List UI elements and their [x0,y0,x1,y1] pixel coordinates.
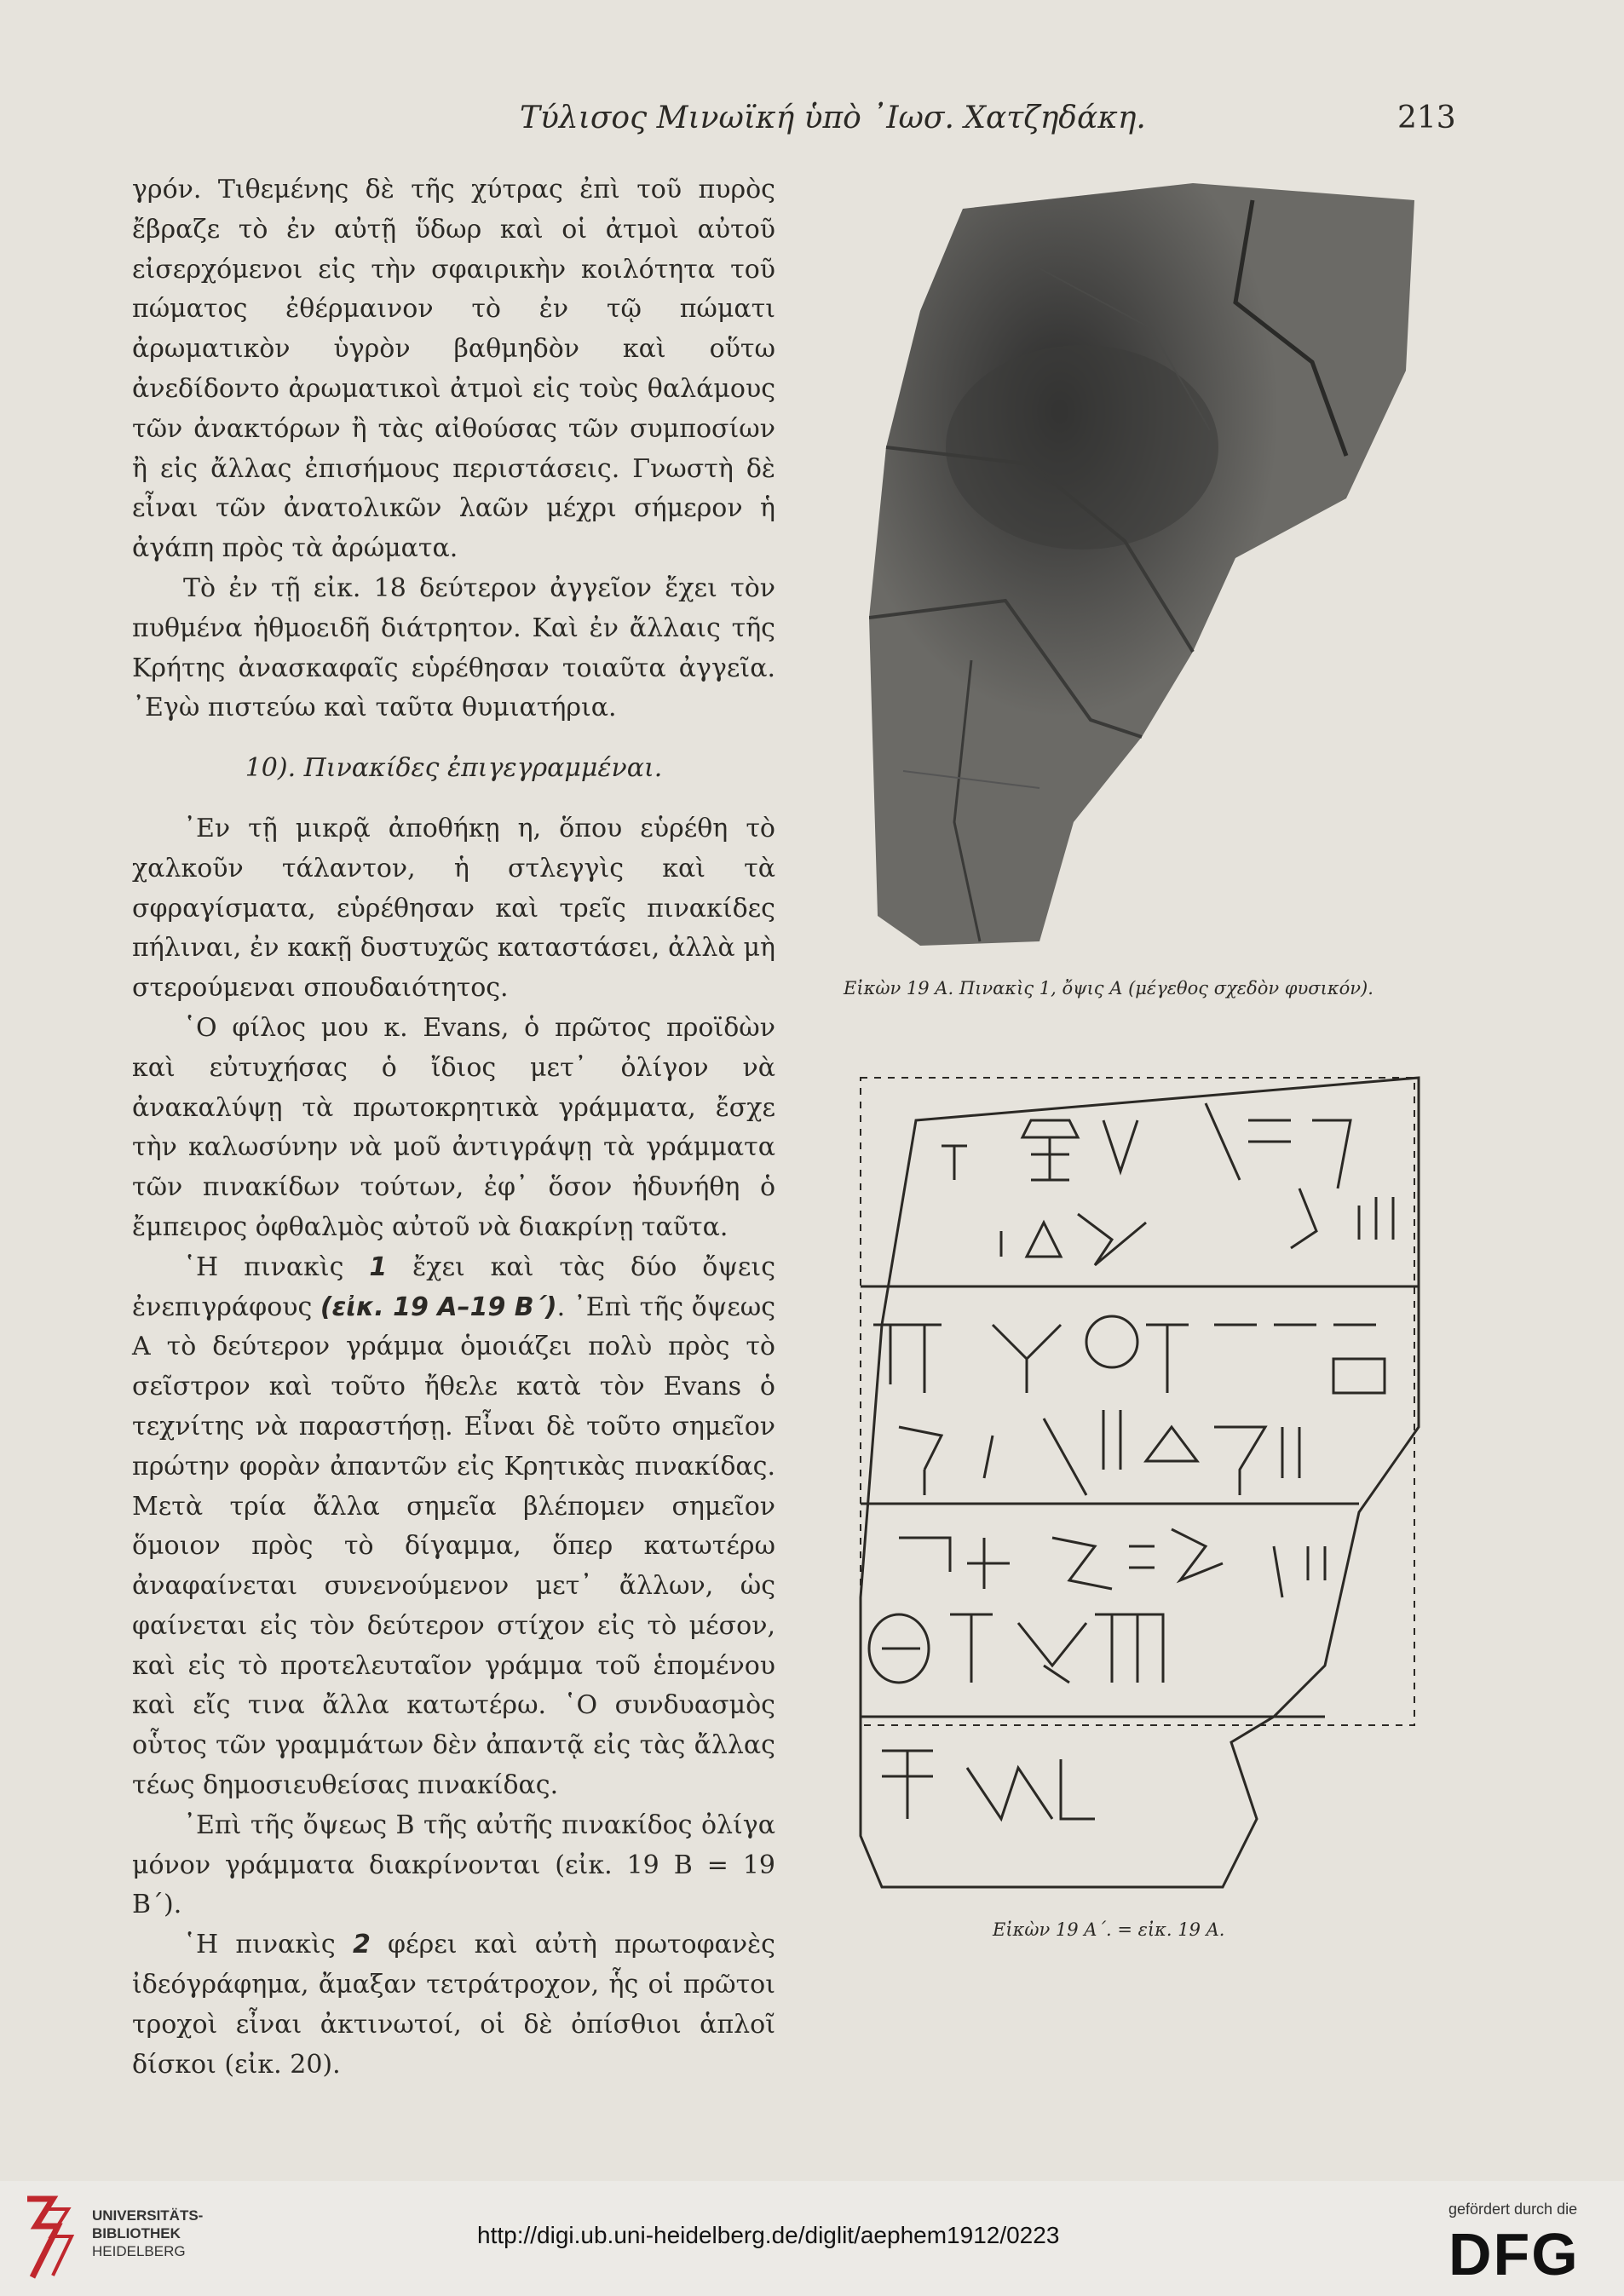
section-heading: 10). Πινακίδες ἐπιγεγραμμέναι. [245,753,663,784]
figure-caption-19a-prime: Εἰκὼν 19 Α΄. = εἰκ. 19 Α. [993,1919,1225,1940]
p7-text-b: φέρει καὶ αὐτὴ πρωτοφανὲς ἰδεόγράφημα, ἄμαξαν τετράτροχον, ἧς οἱ πρῶτοι τροχοὶ εἶναι ἀκτινωτοί, οἱ δὲ ὀπίσθιοι ἁπλοῖ δίσκοι (εἰκ. 20). [132,1930,775,2080]
library-name-line-3: HEIDELBERG [92,2243,186,2259]
paragraph-3: ᾿Εν τῇ μικρᾷ ἀποθήκῃ η, ὅπου εὑρέθη τὸ χαλκοῦν τάλαντον, ἡ στλεγγὶς καὶ τὰ σφραγίσματα, εὑρέθησαν καὶ τρεῖς πινακίδες πήλιναι, ἐν κακῇ δυστυχῶς καταστάσει, ἀλλὰ μὴ στερούμεναι σπουδαιότητος. [132,813,775,1004]
tablet-number-1: 1 [369,1252,388,1282]
permalink-url[interactable]: http://digi.ub.uni-heidelberg.de/diglit/aephem1912/0223 [477,2222,1060,2248]
paragraph-6: ᾿Επὶ τῆς ὄψεως Β τῆς αὐτῆς πινακίδος ὀλίγα μόνον γράμματα διακρίνονται (εἰκ. 19 Β = 19 Β΄). [132,1810,775,1920]
library-name-line-1: UNIVERSITÄTS- [92,2207,204,2224]
figure-caption-19a: Εἰκὼν 19 Α. Πινακὶς 1, ὄψις Α (μέγεθος σχεδὸν φυσικόν). [844,978,1373,998]
tablet-photograph [869,175,1421,950]
p5-text-a: ῾Η πινακὶς [183,1252,370,1282]
library-name-line-2: BIBLIOTHEK [92,2225,181,2241]
paragraph-4: ῾Ο φίλος μου κ. Evans, ὁ πρῶτος προϊδὼν καὶ εὐτυχήσας ὁ ἴδιος μετ᾿ ὀλίγον νὰ ἀνακαλύψῃ τὰ πρωτοκρητικὰ γράμματα, ἔσχε τὴν καλωσύνην νὰ μοῦ ἀντιγράψῃ τὰ γράμματα τῶν πινακίδων τούτων, ἐφ᾿ ὅσον ἠδυνήθη ὁ ἔμπειρος ὀφθαλμὸς αὐτοῦ νὰ διακρίνῃ ταῦτα. [132,1012,775,1242]
page-number: 213 [1397,101,1456,135]
figure-reference: (εἰκ. 19 Α–19 Β΄) [320,1292,557,1322]
running-title: Τύλισος Μινωϊκή ὑπὸ ᾿Ιωσ. Χατζηδάκη. [520,101,1146,135]
tablet-number-2: 2 [352,1930,371,1960]
text-column [132,170,775,2085]
dfg-logo: DFG [1448,2221,1580,2287]
paragraph-2: Τὸ ἐν τῇ εἰκ. 18 δεύτερον ἀγγεῖον ἔχει τὸν πυθμένα ἠθμοειδῆ διάτρητον. Καὶ ἐν ἄλλαις τῆς Κρήτης ἀνασκαφαῖς εὑρέθησαν τοιαῦτα ἀγγεῖα. ᾿Εγὼ πιστεύω καὶ ταῦτα θυμιατήρια. [132,573,775,723]
funder-text: gefördert durch die [1448,2201,1578,2218]
p5-text-b: ἔχει καὶ τὰς δύο ὄψεις ἐνεπιγράφους [132,1252,775,1322]
tablet-drawing [848,1069,1427,1896]
paragraph-7 [132,1925,775,2085]
paragraph-1: γρόν. Τιθεμένης δὲ τῆς χύτρας ἐπὶ τοῦ πυρὸς ἔβραζε τὸ ἐν αὐτῇ ὕδωρ καὶ οἱ ἀτμοὶ αὐτοῦ εἰσερχόμενοι εἰς τὴν σφαιρικὴν κοιλότητα τοῦ πώματος ἐθέρμαινον τὸ ἐν τῷ πώματι ἀρωματικὸν ὑγρὸν βαθμηδὸν καὶ οὕτω ἀνεδίδοντο ἀρωματικοὶ ἀτμοὶ εἰς τοὺς θαλάμους τῶν ἀνακτόρων ἢ τὰς αἰθούσας τῶν συμποσίων ἢ εἰς ἄλλας ἐπισήμους περιστάσεις. Γνωστὴ δὲ εἶναι τῶν ἀνατολικῶν λαῶν μέχρι σήμερον ἡ ἀγάπη πρὸς τὰ ἀρώματα. [132,175,775,564]
library-logo-icon [19,2192,77,2284]
paragraph-5 [132,1248,775,1806]
p5-text-c: . ᾿Επὶ τῆς ὄψεως Α τὸ δεύτερον γράμμα ὁμοιάζει πολὺ πρὸς τὸ σεῖστρον καὶ τοῦτο ἤθελε κατὰ τὸν Evans ὁ τεχνίτης νὰ παραστήσῃ. Εἶναι δὲ τοῦτο σημεῖον πρώτην φορὰν ἀπαντῶν εἰς Κρητικὰς πινακίδας. Μετὰ τρία ἄλλα σημεῖα βλέπομεν σημεῖον ὅμοιον πρὸς τὸ δίγαμμα, ὅπερ κατωτέρω ἀναφαίνεται συνενούμενον μετ᾿ ἄλλων, ὡς φαίνεται εἰς τὸν δεύτερον στίχον εἰς τὸ μέσον, καὶ εἰς τὸ προτελευταῖον γράμμα τοῦ ἑπομένου καὶ εἴς τινα ἄλλα κατωτέρω. ῾Ο συνδυασμὸς οὗτος τῶν γραμμάτων δὲν ἀπαντᾷ εἰς τὰς ἄλλας τέως δημοσιευθείσας πινακίδας. [132,1292,775,1801]
p7-text-a: ῾Η πινακὶς [183,1930,353,1960]
library-name [92,2207,203,2260]
